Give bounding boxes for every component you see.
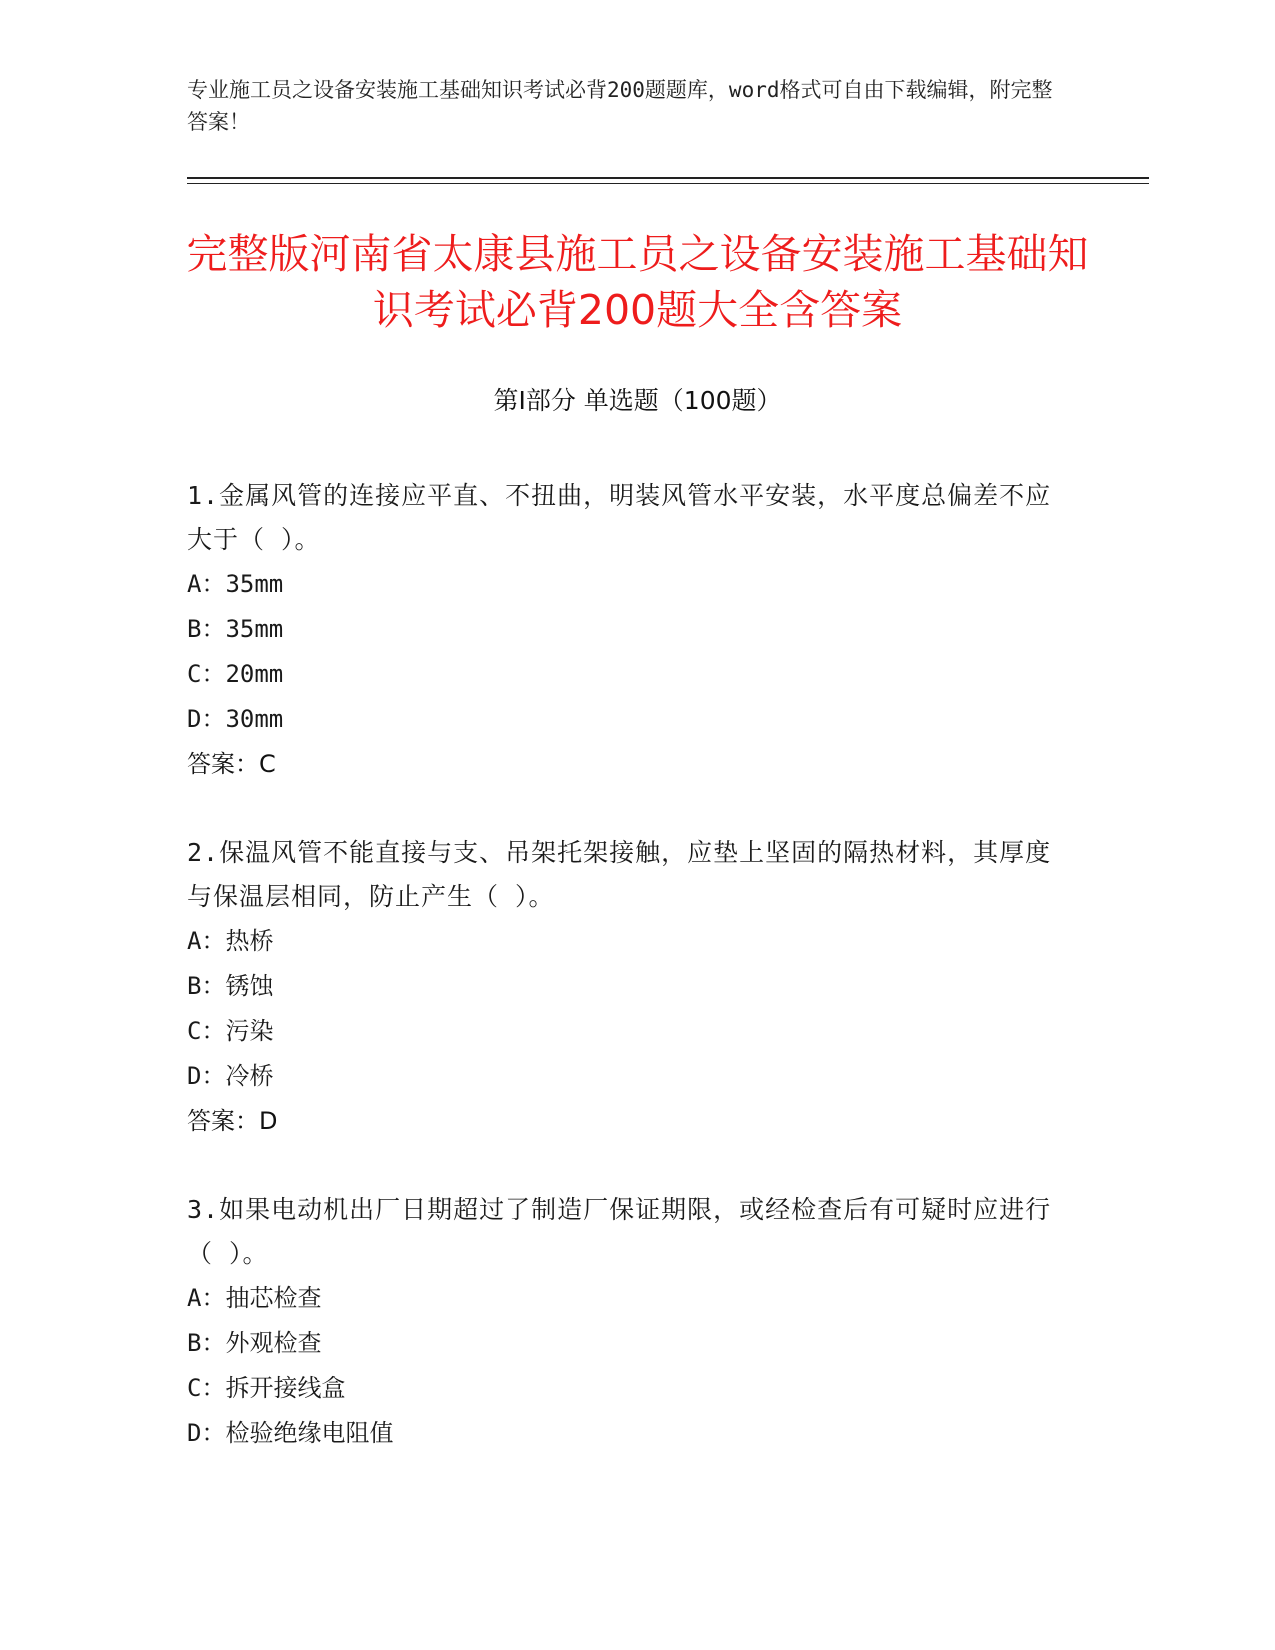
question-3 [187, 1188, 1067, 1456]
header-divider-thin [187, 183, 1149, 184]
option-a: A：35mm [187, 570, 284, 598]
option-b: B：外观检查 [187, 1329, 322, 1357]
option-d: D：30mm [187, 705, 284, 733]
question-text: 1.金属风管的连接应平直、不扭曲，明装风管水平安装，水平度总偏差不应大于（ ）。 [187, 481, 1052, 554]
option-d: D：检验绝缘电阻值 [187, 1419, 394, 1447]
question-2 [187, 831, 1067, 1144]
question-list [187, 474, 1067, 1500]
header-note: 专业施工员之设备安装施工基础知识考试必背200题题库，word格式可自由下载编辑，附完整答案！ [187, 78, 1053, 134]
option-c: C：拆开接线盒 [187, 1374, 346, 1402]
answer-line: 答案：D [187, 1107, 278, 1135]
option-a: A：热桥 [187, 927, 274, 955]
question-1 [187, 474, 1067, 787]
question-text: 3.如果电动机出厂日期超过了制造厂保证期限，或经检查后有可疑时应进行（ ）。 [187, 1195, 1052, 1268]
section-title: 第I部分 单选题（100题） [493, 386, 782, 415]
option-b: B：35mm [187, 615, 284, 643]
option-c: C：污染 [187, 1017, 274, 1045]
option-d: D：冷桥 [187, 1062, 274, 1090]
header-divider-thick [187, 177, 1149, 179]
option-c: C：20mm [187, 660, 284, 688]
document-title: 完整版河南省太康县施工员之设备安装施工基础知识考试必背200题大全含答案 [186, 230, 1089, 334]
question-text: 2.保温风管不能直接与支、吊架托架接触，应垫上坚固的隔热材料，其厚度与保温层相同，防止产生（ ）。 [187, 838, 1052, 911]
answer-line: 答案：C [187, 750, 276, 778]
option-b: B：锈蚀 [187, 972, 274, 1000]
option-a: A：抽芯检查 [187, 1284, 322, 1312]
